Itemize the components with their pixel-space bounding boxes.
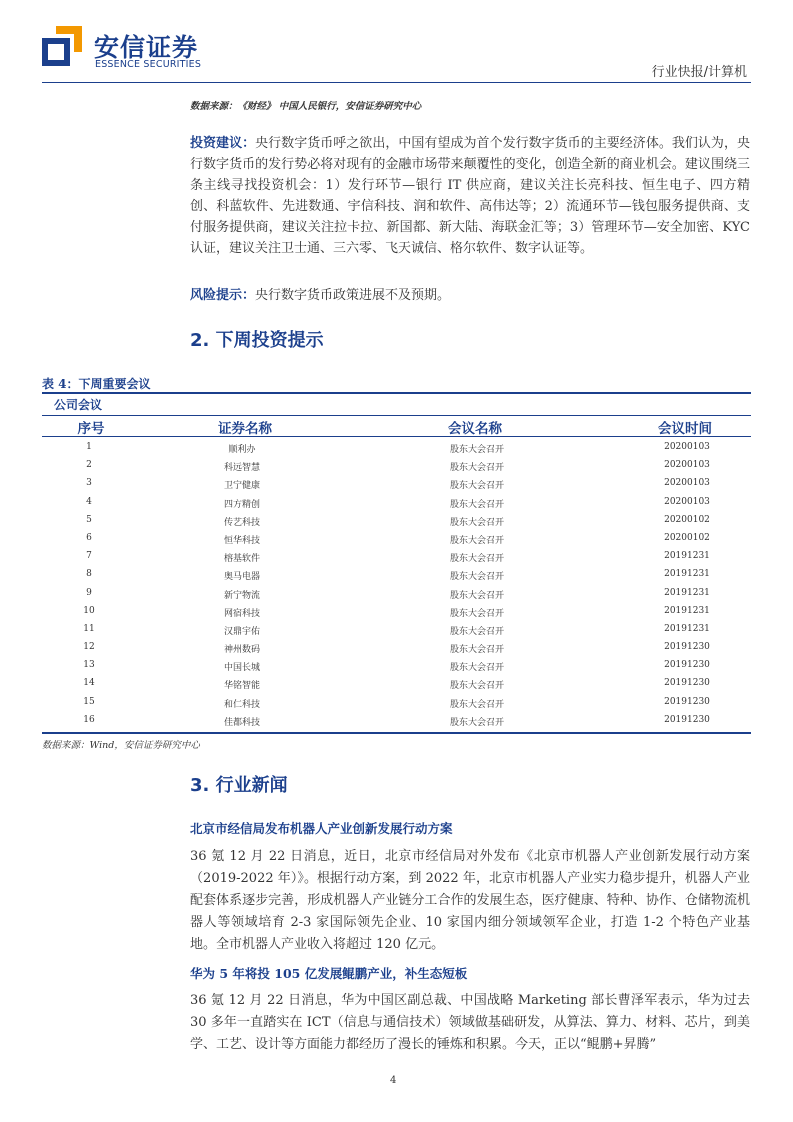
cell-meeting-time: 20191231 xyxy=(664,587,710,598)
cell-index: 2 xyxy=(86,460,92,471)
table-row xyxy=(42,674,751,692)
table-header-rule xyxy=(42,436,751,437)
table-header-row xyxy=(42,417,751,435)
table-row xyxy=(42,620,751,638)
cell-meeting-name: 股东大会召开 xyxy=(449,626,504,637)
cell-meeting-name: 股东大会召开 xyxy=(449,717,504,728)
risk-warning-label: 风险提示： xyxy=(190,288,256,303)
company-logo xyxy=(42,24,212,72)
cell-index: 8 xyxy=(86,569,92,580)
cell-meeting-time: 20191231 xyxy=(664,623,710,634)
cell-meeting-name: 股东大会召开 xyxy=(449,554,504,565)
cell-meeting-name: 股东大会召开 xyxy=(449,572,504,583)
cell-security-name: 神州数码 xyxy=(223,645,260,656)
cell-security-name: 榕基软件 xyxy=(223,554,260,565)
cell-index: 13 xyxy=(83,660,95,671)
cell-security-name: 传艺科技 xyxy=(223,517,260,528)
report-type: 行业快报/计算机 xyxy=(651,65,747,80)
cell-security-name: 四方精创 xyxy=(223,499,260,510)
logo-chinese-name: 安信证券 xyxy=(94,33,199,62)
figure-source-note: 数据来源：《财经》 中国人民银行，安信证券研究中心 xyxy=(190,101,422,112)
risk-warning-text: 央行数字货币政策进展不及预期。 xyxy=(255,288,451,303)
cell-index: 3 xyxy=(86,478,92,489)
table-subtitle: 公司会议 xyxy=(54,398,103,412)
cell-meeting-time: 20191231 xyxy=(664,551,710,562)
header-meeting-time: 会议时间 xyxy=(658,421,712,437)
logo-mark-icon xyxy=(42,26,82,66)
cell-meeting-time: 20191230 xyxy=(664,696,710,707)
cell-meeting-name: 股东大会召开 xyxy=(449,645,504,656)
cell-security-name: 和仁科技 xyxy=(223,699,260,710)
cell-index: 9 xyxy=(86,587,92,598)
table-row xyxy=(42,511,751,529)
cell-meeting-name: 股东大会召开 xyxy=(449,463,504,474)
investment-advice-text: 央行数字货币呼之欲出，中国有望成为首个发行数字货币的主要经济体。我们认为，央行数字货币的发行势必将对现有的金融市场带来颠覆性的变化，创造全新的商业机会。建议围绕三条主线寻找投资机会：1）发行环节—银行 IT 供应商，建议关注长亮科技、恒生电子、四方精创、科蓝软件、先进数通、宇信科技、润和软件、高伟达等；2）流通环节—钱包服务提供商、支付服务提供商，建议关注拉卡拉、新国都、新大陆、海联金汇等；3）管理环节—安全加密、KYC 认证，建议关注卫士通、三六零、飞天诚信、格尔软件、数字认证等。 xyxy=(190,136,750,256)
table-row xyxy=(42,602,751,620)
cell-index: 10 xyxy=(83,605,95,616)
cell-meeting-name: 股东大会召开 xyxy=(449,590,504,601)
cell-security-name: 新宁物流 xyxy=(223,590,260,601)
cell-meeting-time: 20191231 xyxy=(664,569,710,580)
cell-meeting-time: 20191230 xyxy=(664,678,710,689)
cell-meeting-time: 20200103 xyxy=(664,478,710,489)
header-security-name: 证券名称 xyxy=(218,421,272,437)
table-source-note: 数据来源：Wind，安信证券研究中心 xyxy=(42,740,200,751)
cell-index: 16 xyxy=(83,714,95,725)
table-bottom-rule xyxy=(42,732,751,734)
table-row xyxy=(42,693,751,711)
cell-meeting-time: 20200103 xyxy=(664,460,710,471)
risk-warning-paragraph xyxy=(190,285,750,306)
table-row xyxy=(42,529,751,547)
page-number: 4 xyxy=(390,1075,397,1086)
cell-security-name: 卫宁健康 xyxy=(223,481,260,492)
cell-security-name: 恒华科技 xyxy=(223,535,260,546)
news-2-text: 36 氪 12 月 22 日消息，华为中国区副总裁、中国战略 Marketing 部长曹泽军表示，华为过去 30 多年一直踏实在 ICT（信息与通信技术）领域做基础研发，从算法、算力、材料、芯片，到美学、工艺、设计等方面能力都经历了漫长的锤炼和积累。今天，正以“鲲鹏+昇腾” xyxy=(190,993,750,1052)
cell-security-name: 网宿科技 xyxy=(223,608,260,619)
section-3-heading: 3. 行业新闻 xyxy=(190,775,288,796)
cell-meeting-name: 股东大会召开 xyxy=(449,535,504,546)
table-subtitle-rule xyxy=(42,415,751,416)
cell-meeting-name: 股东大会召开 xyxy=(449,663,504,674)
cell-meeting-name: 股东大会召开 xyxy=(449,445,504,455)
cell-index: 12 xyxy=(83,642,95,653)
cell-index: 5 xyxy=(86,514,92,525)
table-row xyxy=(42,656,751,674)
cell-meeting-time: 20200102 xyxy=(664,532,710,543)
cell-security-name: 佳都科技 xyxy=(223,717,260,728)
header-index: 序号 xyxy=(77,421,105,437)
section-2-heading: 2. 下周投资提示 xyxy=(190,330,324,351)
cell-meeting-time: 20191231 xyxy=(664,605,710,616)
cell-index: 11 xyxy=(83,623,95,634)
cell-meeting-name: 股东大会召开 xyxy=(449,699,504,710)
table-row xyxy=(42,565,751,583)
cell-security-name: 汉鼎宇佑 xyxy=(223,626,260,637)
logo-english-name: ESSENCE SECURITIES xyxy=(95,59,202,70)
cell-security-name: 中国长城 xyxy=(223,663,260,674)
cell-index: 7 xyxy=(86,551,92,562)
cell-security-name: 顺利办 xyxy=(228,445,256,455)
cell-index: 4 xyxy=(86,496,92,507)
news-1-text: 36 氪 12 月 22 日消息，近日，北京市经信局对外发布《北京市机器人产业创新发展行动方案（2019-2022 年）》。根据行动方案，到 2022 年，北京市机器人产业实力稳步提升，机器人产业配套体系逐步完善，形成机器人产业链分工合作的发展生态，医疗健康、特种、协作、仓储物流机器人等领域培育 2-3 家国际领先企业、10 家国内细分领域领军企业，打造 1-2 个特色产业基地。全市机器人产业收入将超过 120 亿元。 xyxy=(190,849,750,952)
news-2-title: 华为 5 年将投 105 亿发展鲲鹏产业，补生态短板 xyxy=(190,966,468,981)
cell-security-name: 奥马电器 xyxy=(223,572,260,583)
table-row xyxy=(42,711,751,729)
table-title: 表 4：下周重要会议 xyxy=(42,377,151,391)
cell-meeting-time: 20200103 xyxy=(664,496,710,507)
table-row xyxy=(42,638,751,656)
cell-index: 15 xyxy=(83,696,95,707)
table-body xyxy=(42,438,751,729)
news-1-title: 北京市经信局发布机器人产业创新发展行动方案 xyxy=(190,821,453,836)
table-top-rule xyxy=(42,392,751,394)
cell-meeting-time: 20191230 xyxy=(664,714,710,725)
table-row xyxy=(42,547,751,565)
table-row xyxy=(42,456,751,474)
cell-meeting-name: 股东大会召开 xyxy=(449,499,504,510)
cell-meeting-time: 20200103 xyxy=(664,442,710,452)
cell-index: 1 xyxy=(86,442,92,452)
cell-index: 6 xyxy=(86,532,92,543)
header-divider xyxy=(42,82,751,83)
cell-security-name: 华铭智能 xyxy=(223,681,260,692)
cell-meeting-time: 20191230 xyxy=(664,660,710,671)
table-row xyxy=(42,493,751,511)
cell-meeting-name: 股东大会召开 xyxy=(449,481,504,492)
investment-advice-paragraph xyxy=(190,133,750,259)
cell-meeting-name: 股东大会召开 xyxy=(449,681,504,692)
investment-advice-label: 投资建议： xyxy=(190,136,256,151)
cell-meeting-time: 20200102 xyxy=(664,514,710,525)
table-row xyxy=(42,584,751,602)
header-meeting-name: 会议名称 xyxy=(448,421,502,437)
cell-meeting-time: 20191230 xyxy=(664,642,710,653)
table-row xyxy=(42,438,751,456)
table-row xyxy=(42,474,751,492)
cell-security-name: 科远智慧 xyxy=(223,463,260,474)
cell-meeting-name: 股东大会召开 xyxy=(449,608,504,619)
cell-meeting-name: 股东大会召开 xyxy=(449,517,504,528)
cell-index: 14 xyxy=(83,678,95,689)
